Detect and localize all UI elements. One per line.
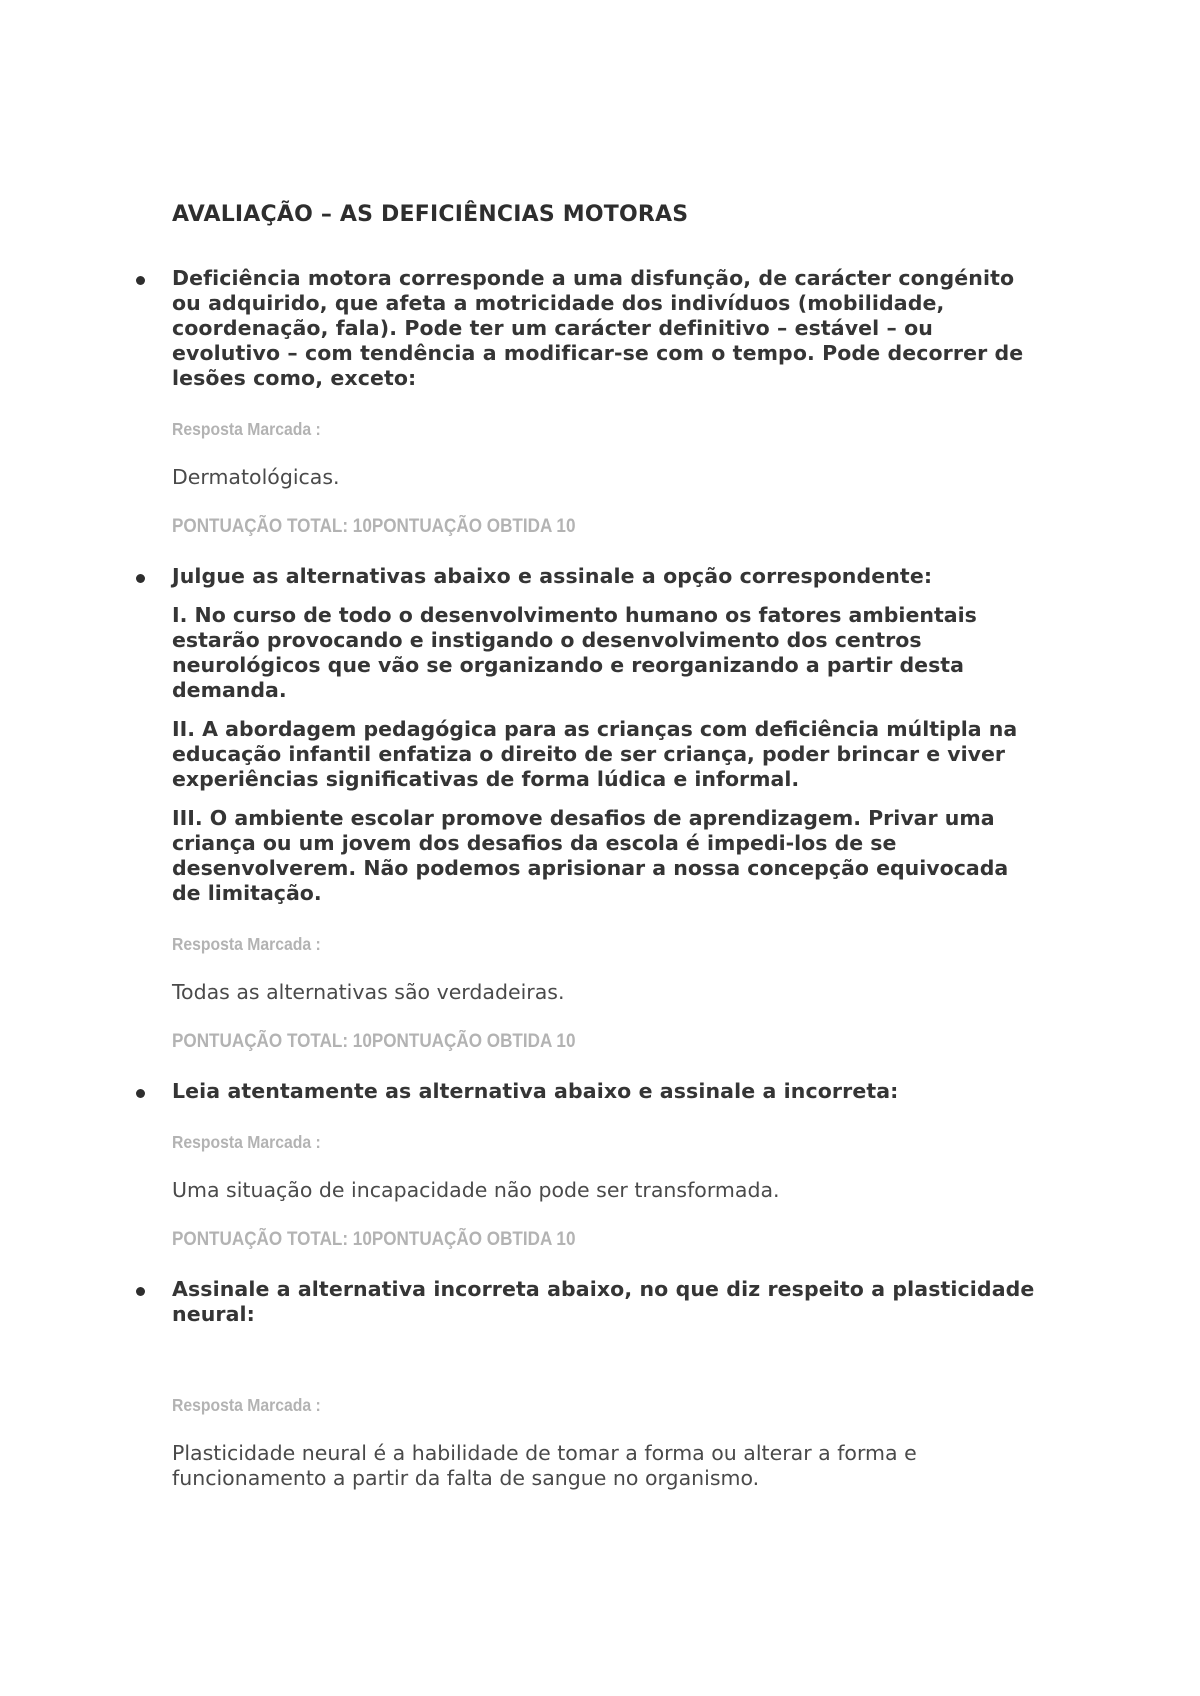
bullet-icon [136, 574, 145, 583]
answer-text: Dermatológicas. [172, 465, 340, 489]
statement-1: I. No curso de todo o desenvolvimento humano os fatores ambientais estarão provocando e instigando o desenvolvimento dos centros neurológicos que vão se organizando e reorganizando a partir desta demanda. [172, 603, 977, 702]
question-1 [172, 266, 1042, 540]
question-text: Deficiência motora corresponde a uma disfunção, de carácter congénito ou adquirido, que afeta a motricidade dos indivíduos (mobilidade, coordenação, fala). Pode ter um carácter definitivo – estável – ou evolutivo – com tendência a modificar-se com o tempo. Pode decorrer de lesões como, exceto: [172, 266, 1024, 390]
question-4 [172, 1277, 1042, 1491]
bullet-icon [136, 276, 145, 285]
document-content [172, 198, 1042, 1491]
question-text: Assinale a alternativa incorreta abaixo, no que diz respeito a plasticidade neural: [172, 1277, 1035, 1326]
question-text: Leia atentamente as alternativa abaixo e assinale a incorreta: [172, 1079, 899, 1103]
statement-3: III. O ambiente escolar promove desafios de aprendizagem. Privar uma criança ou um jovem dos desafios da escola é impedi-los de se desenvolverem. Não podemos aprisionar a nossa concepção equivocada de limitação. [172, 806, 1009, 905]
score-text: PONTUAÇÃO TOTAL: 10PONTUAÇÃO OBTIDA 10 [172, 1229, 576, 1250]
question-2 [172, 564, 1042, 1055]
question-text: Julgue as alternativas abaixo e assinale a opção correspondente: [172, 564, 933, 588]
score-text: PONTUAÇÃO TOTAL: 10PONTUAÇÃO OBTIDA 10 [172, 516, 576, 537]
bullet-icon [136, 1287, 145, 1296]
statement-2: II. A abordagem pedagógica para as crianças com deficiência múltipla na educação infantil enfatiza o direito de ser criança, poder brincar e viver experiências significativas de forma lúdica e informal. [172, 717, 1018, 791]
answer-text: Uma situação de incapacidade não pode ser transformada. [172, 1178, 780, 1202]
answer-text: Plasticidade neural é a habilidade de tomar a forma ou alterar a forma e funcionamento a partir da falta de sangue no organismo. [172, 1441, 917, 1490]
answer-text: Todas as alternativas são verdadeiras. [172, 980, 565, 1004]
answer-label: Resposta Marcada : [172, 419, 321, 439]
document-title: AVALIAÇÃO – AS DEFICIÊNCIAS MOTORAS [172, 202, 689, 227]
answer-label: Resposta Marcada : [172, 1395, 321, 1415]
answer-label: Resposta Marcada : [172, 1132, 321, 1152]
bullet-icon [136, 1089, 145, 1098]
score-text: PONTUAÇÃO TOTAL: 10PONTUAÇÃO OBTIDA 10 [172, 1031, 576, 1052]
question-3 [172, 1079, 1042, 1253]
answer-label: Resposta Marcada : [172, 934, 321, 954]
